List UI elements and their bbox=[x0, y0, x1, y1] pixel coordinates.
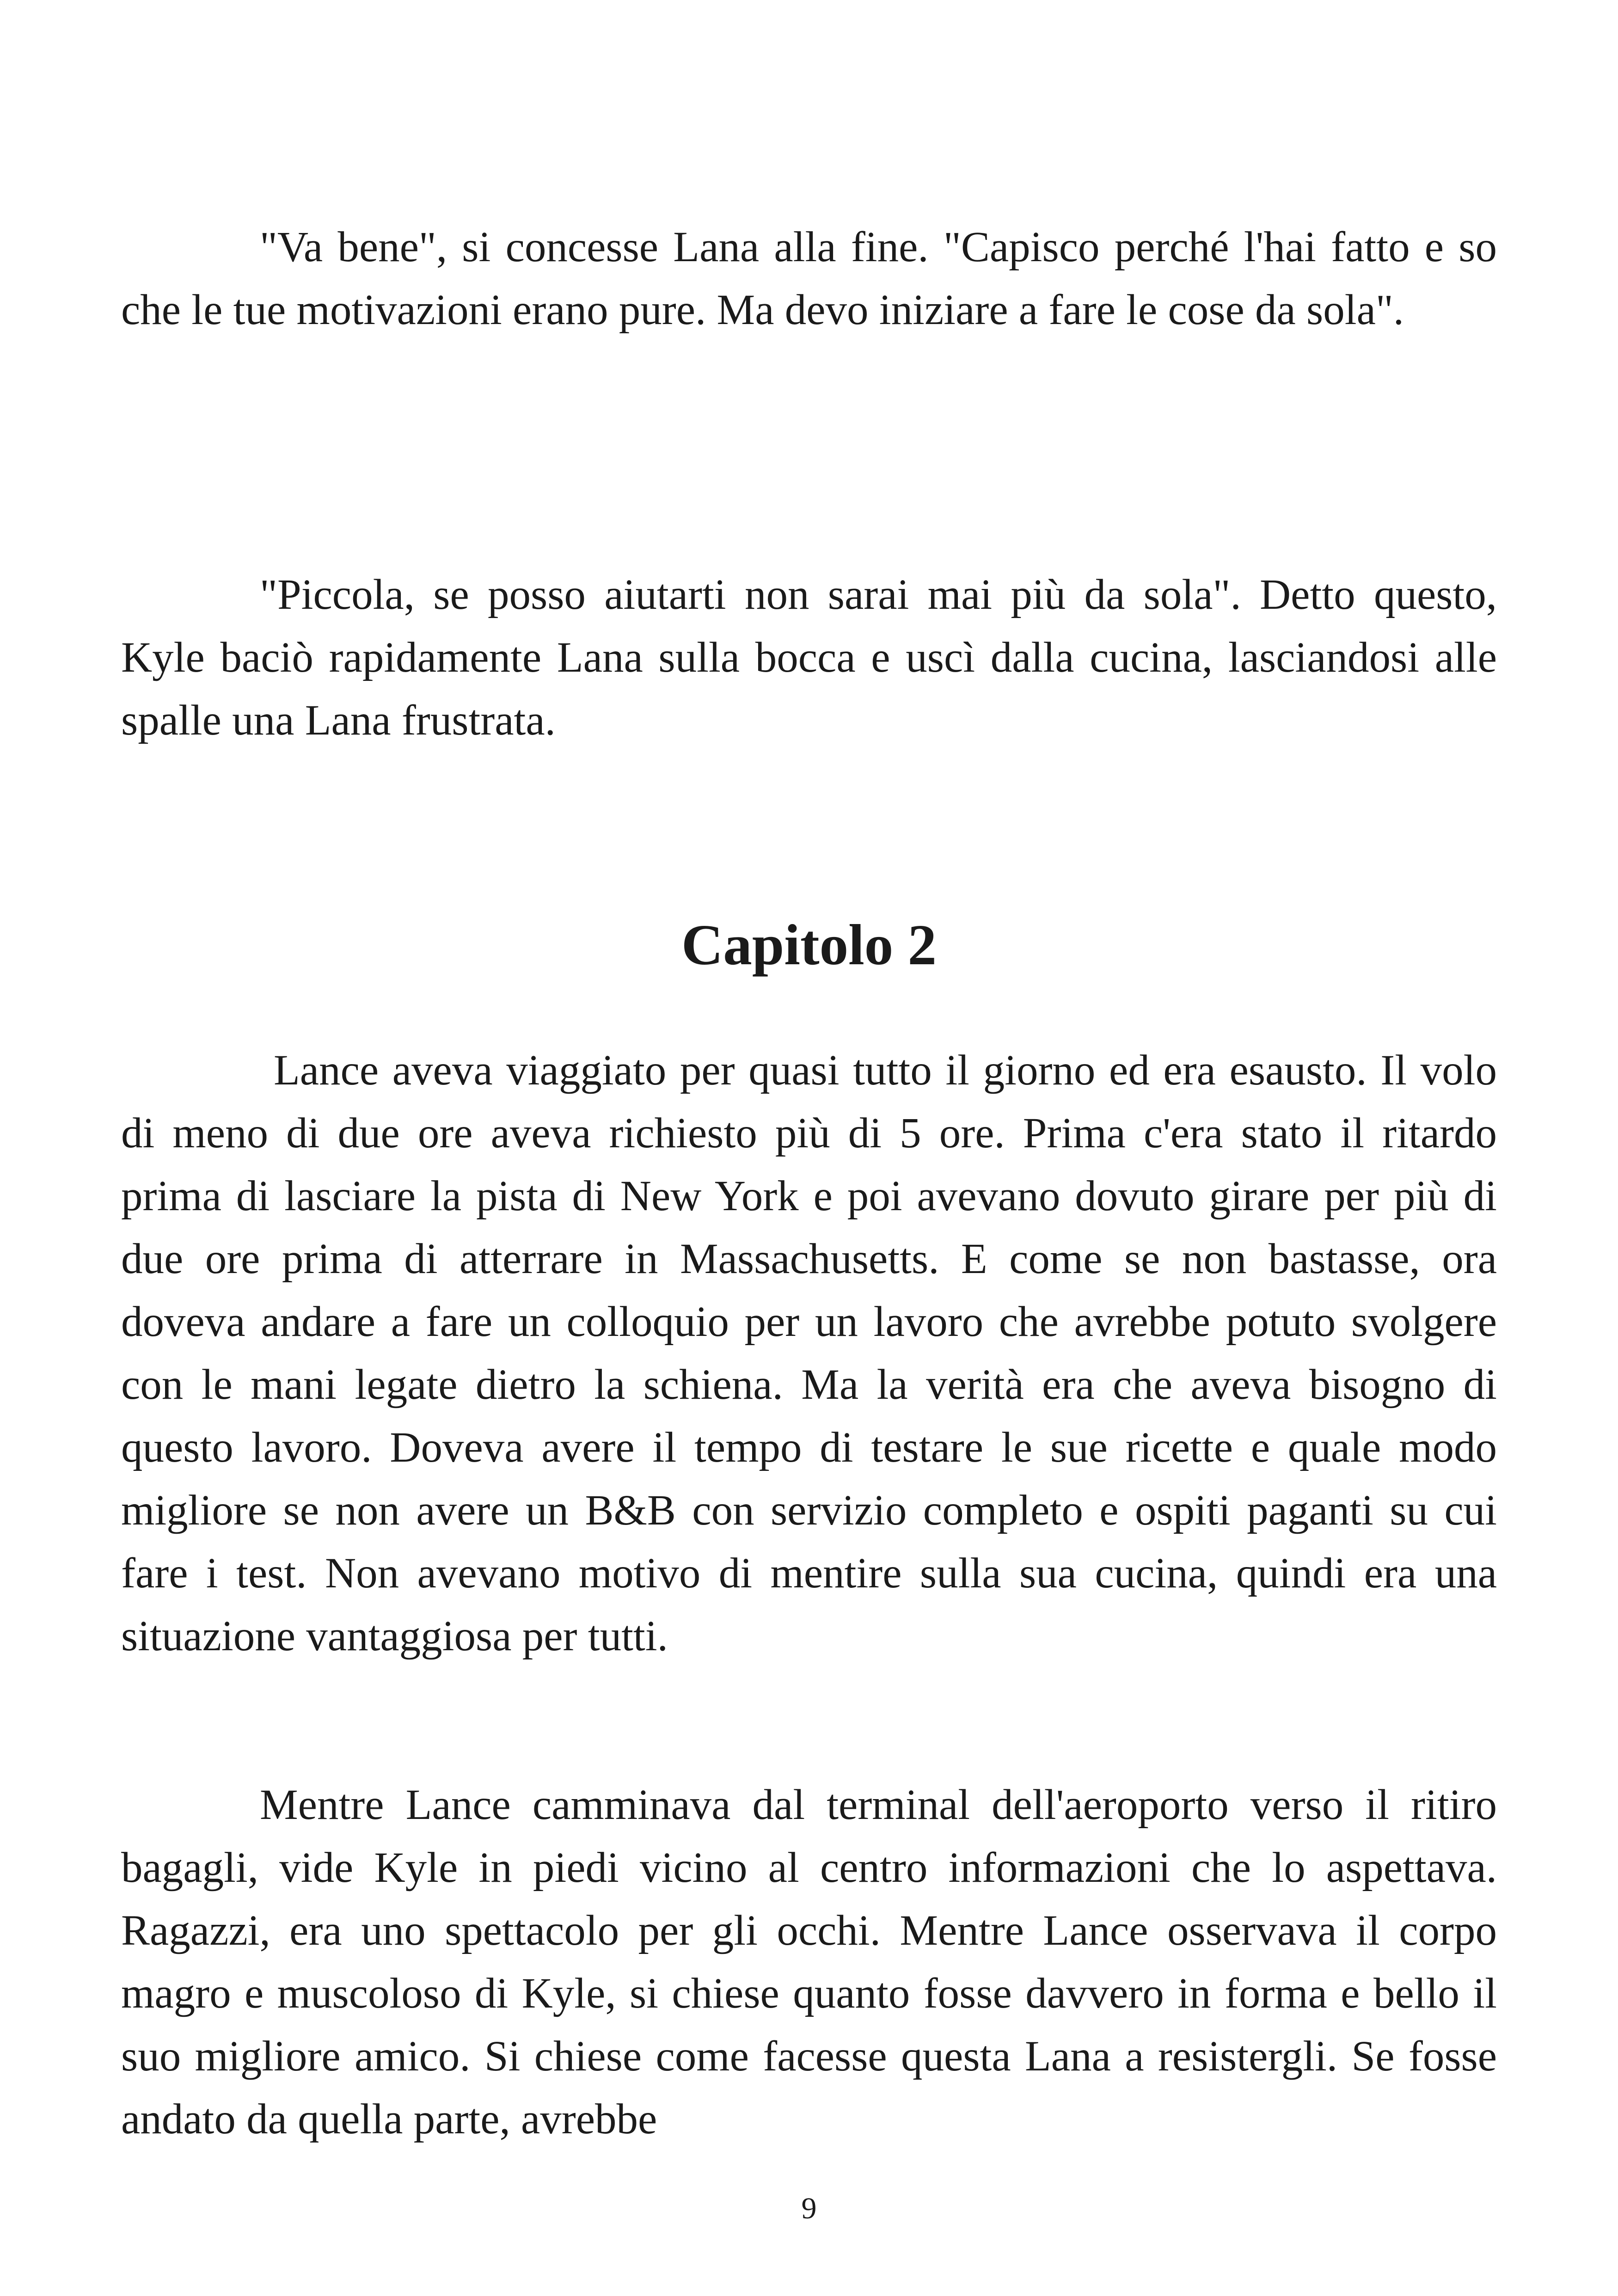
paragraph bbox=[121, 216, 1497, 342]
page-number: 9 bbox=[801, 2192, 817, 2225]
paragraph-text: Lance aveva viaggiato per quasi tutto il giorno ed era esausto. Il volo di meno di due ore aveva richiesto più di 5 ore. Prima c'era stato il ritardo prima di lasciare la pista di New York e poi avevano dovuto girare per più di due ore prima di atterrare in Massachusetts. E come se non bastasse, ora doveva andare a fare un colloquio per un lavoro che avrebbe potuto svolgere con le mani legate dietro la schiena. Ma la verità era che aveva bisogno di questo lavoro. Doveva avere il tempo di testare le sue ricette e quale modo migliore se non avere un B&B con servizio completo e ospiti paganti su cui fare i test. Non avevano motivo di mentire sulla sua cucina, quindi era una situazione vantaggiosa per tutti. bbox=[121, 1047, 1497, 1660]
paragraph-text: "Piccola, se posso aiutarti non sarai mai più da sola". Detto questo, Kyle baciò rapidamente Lana sulla bocca e uscì dalla cucina, lasciandosi alle spalle una Lana frustrata. bbox=[121, 571, 1497, 744]
paragraph-text: "Va bene", si concesse Lana alla fine. "Capisco perché l'hai fatto e so che le tue motivazioni erano pure. Ma devo iniziare a fare le cose da sola". bbox=[121, 223, 1497, 334]
paragraph bbox=[121, 1039, 1497, 1668]
paragraph bbox=[121, 563, 1497, 752]
chapter-title: Capitolo 2 bbox=[681, 913, 937, 977]
paragraph bbox=[121, 1774, 1497, 2151]
paragraph-text: Mentre Lance camminava dal terminal dell'aeroporto verso il ritiro bagagli, vide Kyle in piedi vicino al centro informazioni che lo aspettava. Ragazzi, era uno spettacolo per gli occhi. Mentre Lance osservava il corpo magro e muscoloso di Kyle, si chiese quanto fosse davvero in forma e bello il suo migliore amico. Si chiese come facesse questa Lana a resistergli. Se fosse andato da quella parte, avrebbe bbox=[121, 1781, 1497, 2143]
